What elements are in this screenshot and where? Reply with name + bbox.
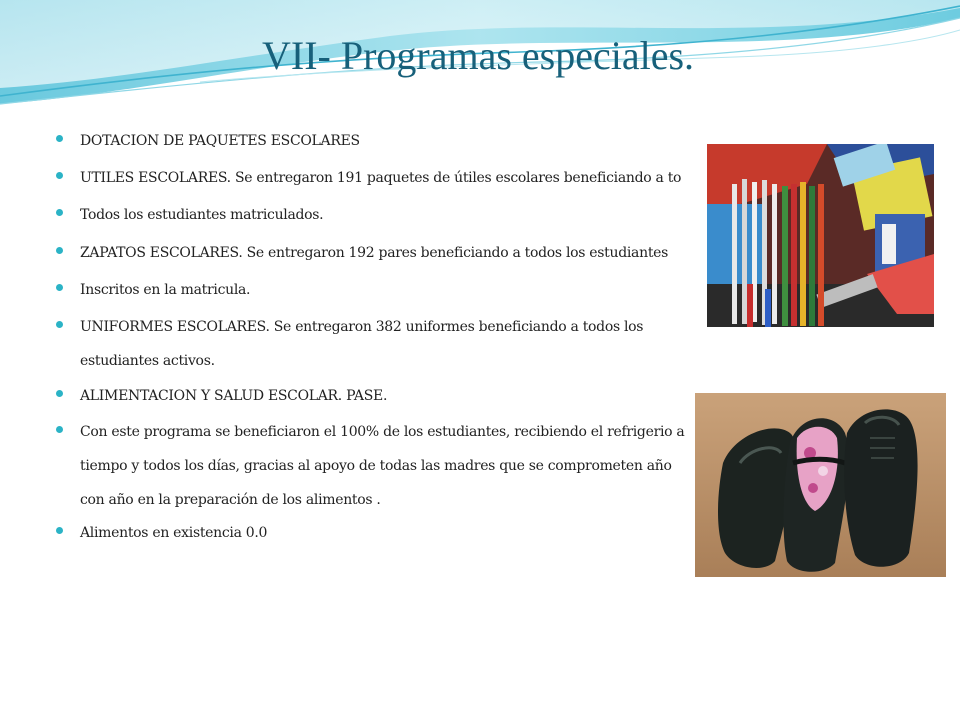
bullet-marker-icon — [56, 284, 63, 291]
bullet-text: Todos los estudiantes matriculados. — [80, 207, 324, 223]
bullet-text: ALIMENTACION Y SALUD ESCOLAR. PASE. — [80, 388, 388, 404]
bullet-marker-icon — [56, 321, 63, 328]
bullet-marker-icon — [56, 247, 63, 254]
bullet-text: UNIFORMES ESCOLARES. Se entregaron 382 uniformes beneficiando a todos los estudiantes activos. — [80, 319, 644, 369]
bullet-item-programa — [56, 415, 686, 517]
bullet-marker-icon — [56, 527, 63, 534]
bullet-item-utiles — [56, 161, 686, 195]
bullet-text: Alimentos en existencia 0.0 — [80, 525, 268, 541]
bullet-text: ZAPATOS ESCOLARES. Se entregaron 192 pares beneficiando a todos los estudiantes — [80, 245, 669, 261]
school-supplies-photo — [707, 144, 934, 327]
bullet-text: Con este programa se beneficiaron el 100% de los estudiantes, recibiendo el refrigerio a tiempo y todos los días, gracias al apoyo de todas las madres que se comprometen año con año en la preparación de los alimentos . — [80, 424, 685, 508]
bullet-item-uniformes — [56, 310, 686, 378]
bullet-item-existencia — [56, 516, 686, 550]
bullet-text: UTILES ESCOLARES. Se entregaron 191 paquetes de útiles escolares beneficiando a to — [80, 170, 682, 186]
bullet-marker-icon — [56, 172, 63, 179]
school-shoes-photo — [695, 393, 946, 577]
bullet-text: Inscritos en la matricula. — [80, 282, 251, 298]
bullet-item-inscritos — [56, 273, 686, 307]
bullet-item-matriculados — [56, 198, 686, 232]
bullet-marker-icon — [56, 390, 63, 397]
bullet-item-dotacion — [56, 124, 686, 158]
bullet-marker-icon — [56, 209, 63, 216]
bullet-marker-icon — [56, 135, 63, 142]
slide-title: VII- Programas especiales. — [262, 33, 695, 78]
bullet-marker-icon — [56, 426, 63, 433]
bullet-item-alimentacion — [56, 379, 686, 413]
bullet-item-zapatos — [56, 236, 686, 270]
bullet-text: DOTACION DE PAQUETES ESCOLARES — [80, 133, 360, 149]
